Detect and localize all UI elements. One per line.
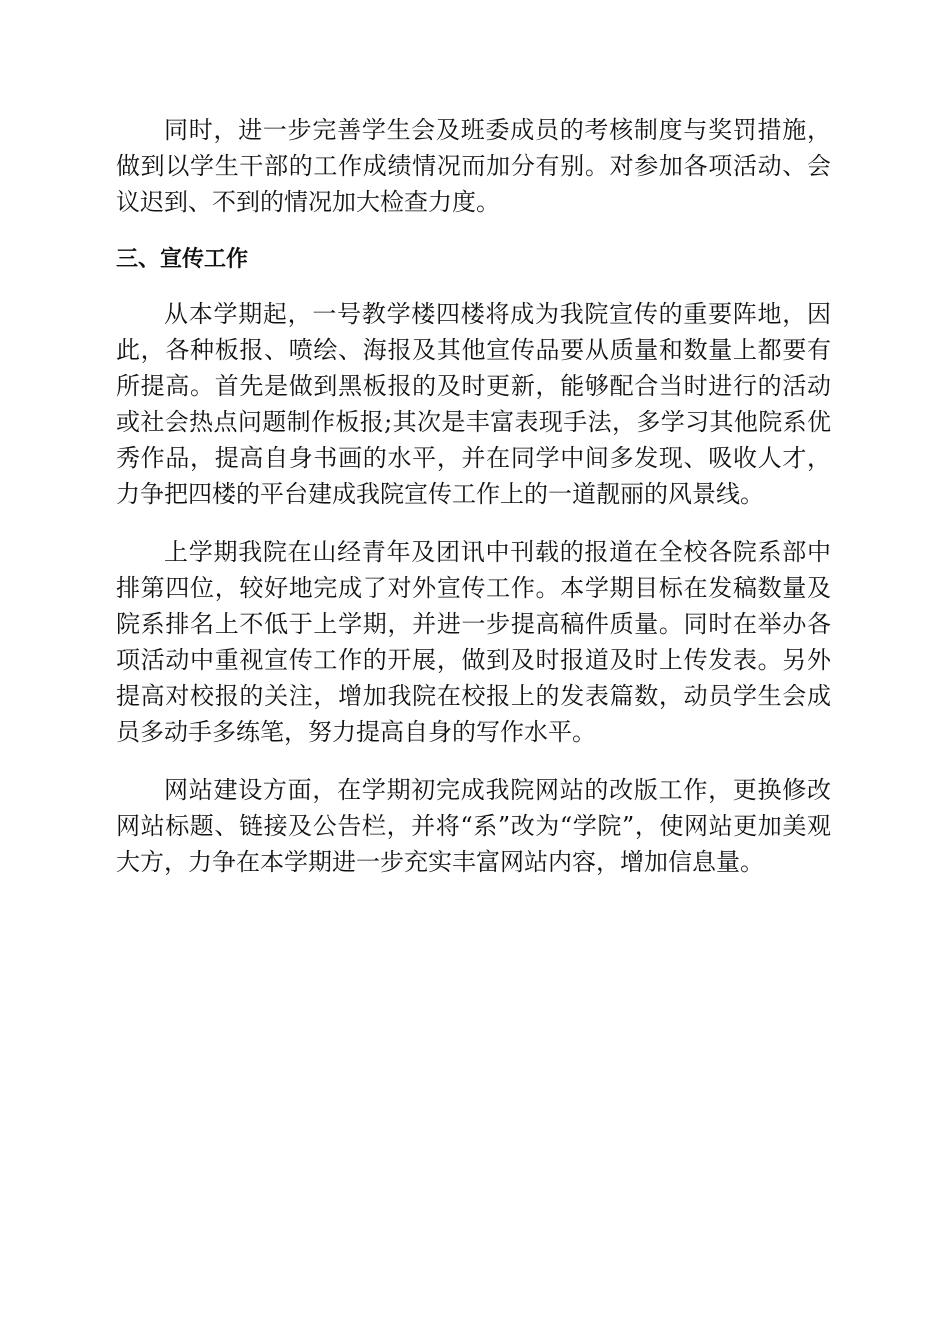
paragraph-external-publicity: 上学期我院在山经青年及团讯中刊载的报道在全校各院系部中排第四位，较好地完成了对外宣传工作。本学期目标在发稿数量及院系排名上不低于上学期，并进一步提高稿件质量。同时在举办各项活动中重视宣传工作的开展，做到及时报道及时上传发表。另外提高对校报的关注，增加我院在校报上的发表篇数，动员学生会成员多动手多练笔，努力提高自身的写作水平。 bbox=[116, 538, 831, 746]
paragraph-website-construction: 网站建设方面，在学期初完成我院网站的改版工作，更换修改网站标题、链接及公告栏，并将“系”改为“学院”，使网站更加美观大方，力争在本学期进一步充实丰富网站内容，增加信息量。 bbox=[116, 776, 831, 876]
section-heading-publicity: 三、宣传工作 bbox=[116, 247, 249, 272]
paragraph-fourth-floor-publicity: 从本学期起，一号教学楼四楼将成为我院宣传的重要阵地，因此，各种板报、喷绘、海报及其他宣传品要从质量和数量上都要有所提高。首先是做到黑板报的及时更新，能够配合当时进行的活动或社会热点问题制作板报;其次是丰富表现手法，多学习其他院系优秀作品，提高自身书画的水平，并在同学中间多发现、吸收人才，力争把四楼的平台建成我院宣传工作上的一道靓丽的风景线。 bbox=[116, 300, 831, 508]
document-body bbox=[116, 112, 831, 880]
paragraph-assessment: 同时，进一步完善学生会及班委成员的考核制度与奖罚措施，做到以学生干部的工作成绩情况而加分有别。对参加各项活动、会议迟到、不到的情况加大检查力度。 bbox=[116, 116, 831, 216]
